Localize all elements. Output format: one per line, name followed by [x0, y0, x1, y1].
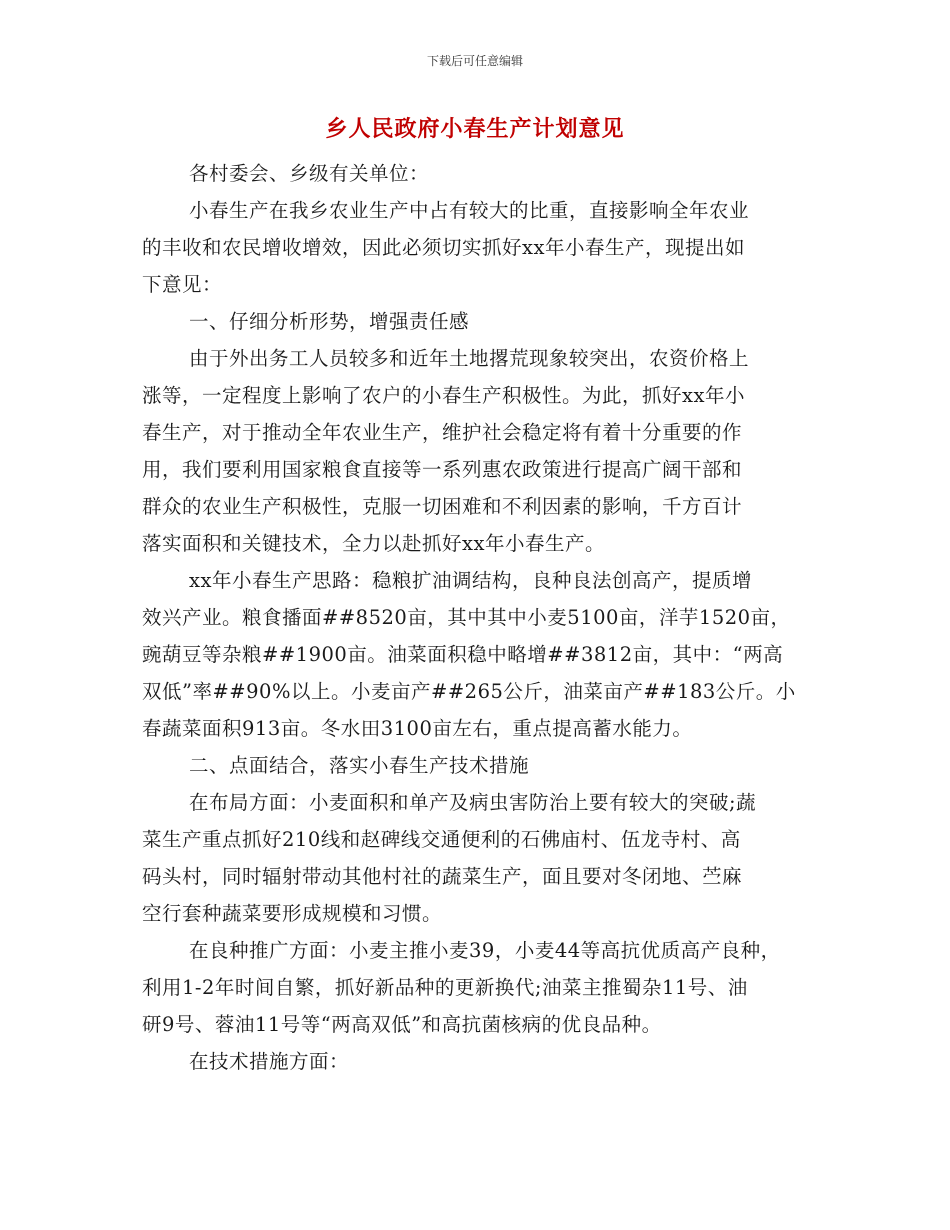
text-line: 效兴产业。粮食播面##8520亩，其中其中小麦5100亩，洋芋1520亩，	[142, 606, 791, 629]
header-note: 下载后可任意编辑	[426, 54, 523, 68]
text-line: 由于外出务工人员较多和近年土地撂荒现象较突出，农资价格上	[189, 347, 750, 370]
text-line: 双低”率##90%以上。小麦亩产##265公斤，油菜亩产##183公斤。小	[142, 680, 796, 703]
text-line: 的丰收和农民增收增效，因此必须切实抓好xx年小春生产，现提出如	[142, 236, 745, 259]
text-line: 利用1-2年时间自繁，抓好新品种的更新换代;油菜主推蜀杂11号、油	[142, 976, 748, 999]
document-title: 乡人民政府小春生产计划意见	[325, 116, 625, 142]
text-line: 码头村，同时辐射带动其他村社的蔬菜生产，面且要对冬闭地、苎麻	[142, 865, 743, 888]
text-line: 下意见：	[142, 273, 223, 296]
text-line: 小春生产在我乡农业生产中占有较大的比重，直接影响全年农业	[189, 199, 750, 222]
document-body	[142, 155, 832, 1080]
text-line: 各村委会、乡级有关单位：	[189, 162, 430, 185]
text-line: 用，我们要利用国家粮食直接等一系列惠农政策进行提高广阔干部和	[142, 458, 743, 481]
text-line: 在布局方面：小麦面积和单产及病虫害防治上要有较大的突破;蔬	[189, 791, 757, 814]
text-line: 研9号、蓉油11号等“两高双低”和高抗菌核病的优良品种。	[142, 1013, 662, 1036]
text-line: 二、点面结合，落实小春生产技术措施	[189, 754, 530, 777]
text-line: 春生产，对于推动全年农业生产，维护社会稳定将有着十分重要的作	[142, 421, 743, 444]
text-line: 春蔬菜面积913亩。冬水田3100亩左右，重点提高蓄水能力。	[142, 717, 693, 740]
text-line: xx年小春生产思路：稳粮扩油调结构，良种良法创高产，提质增	[189, 569, 752, 592]
text-line: 群众的农业生产积极性，克服一切困难和不利因素的影响，千方百计	[142, 495, 743, 518]
text-line: 一、仔细分析形势，增强责任感	[189, 310, 470, 333]
text-line: 菜生产重点抓好210线和赵碑线交通便利的石佛庙村、伍龙寺村、高	[142, 828, 741, 851]
text-line: 落实面积和关键技术，全力以赴抓好xx年小春生产。	[142, 532, 605, 555]
text-line: 涨等，一定程度上影响了农户的小春生产积极性。为此，抓好xx年小	[142, 384, 745, 407]
text-line: 空行套种蔬菜要形成规模和习惯。	[142, 902, 443, 925]
text-line: 在良种推广方面：小麦主推小麦39，小麦44等高抗优质高产良种，	[189, 939, 781, 962]
text-line: 豌葫豆等杂粮##1900亩。油菜面积稳中略增##3812亩，其中：“两高	[142, 643, 784, 666]
text-line: 在技术措施方面：	[189, 1050, 350, 1073]
